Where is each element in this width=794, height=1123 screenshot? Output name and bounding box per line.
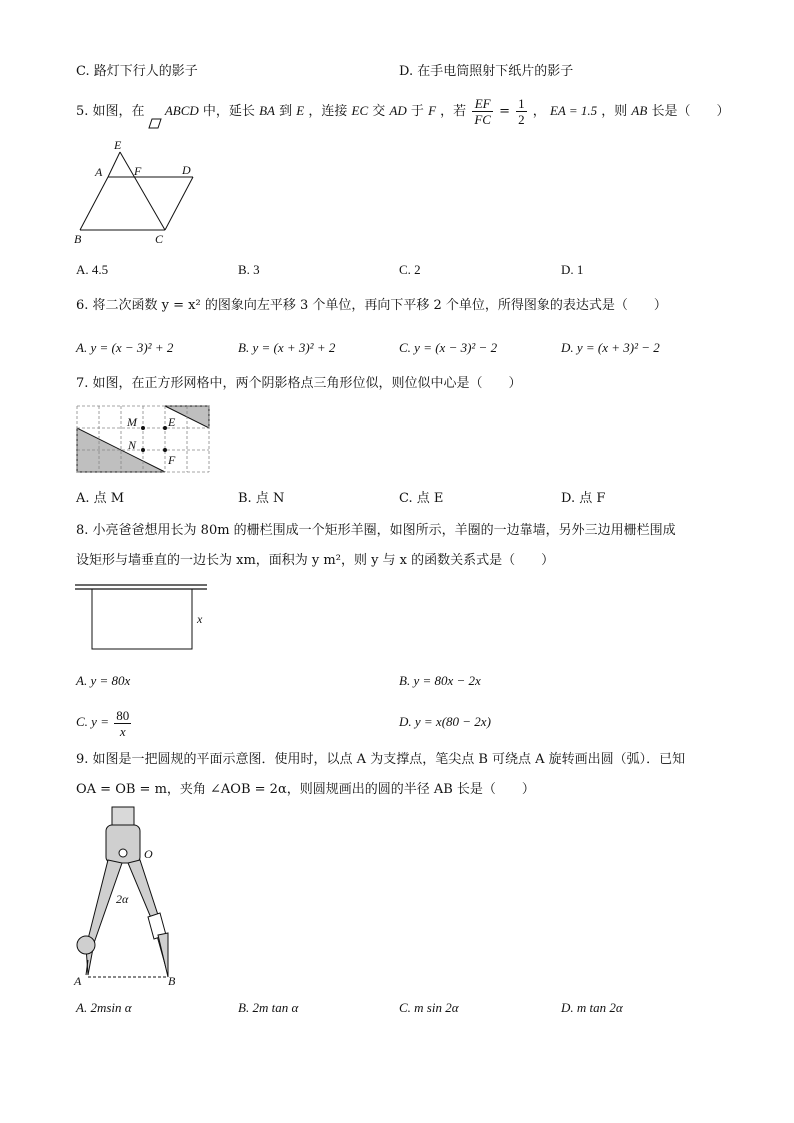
q6-option-d[interactable]: D. y = (x + 3)² − 2	[561, 340, 660, 355]
q5-stem	[76, 93, 729, 129]
q8-fraction-denominator: x	[119, 723, 126, 739]
q8-option-a[interactable]: A. y = 80x	[76, 673, 131, 688]
q4-option-c: C. 路灯下行人的影子	[76, 64, 198, 79]
q5-option-d[interactable]: D. 1	[561, 262, 584, 277]
q8-fraction-numerator: 80	[116, 707, 130, 723]
q5-stem-math: EA = 1.5	[549, 103, 598, 118]
q5-stem-text: 交	[372, 104, 386, 119]
q5-label-a: A	[95, 165, 103, 179]
parallelogram-icon	[149, 107, 161, 116]
q9-option-d[interactable]: D. m tan 2α	[561, 1000, 623, 1015]
q7-option-b[interactable]: B. 点 N	[238, 491, 285, 506]
q9-option-b[interactable]: B. 2m tan α	[238, 1000, 299, 1015]
q5-equals: =	[499, 104, 510, 119]
q6-option-b[interactable]: B. y = (x + 3)² + 2	[238, 340, 336, 355]
q8-wall-pen-figure	[75, 583, 215, 653]
q5-option-a[interactable]: A. 4.5	[76, 262, 109, 277]
q5-label-f: F	[134, 164, 142, 178]
q8-stem-line2: 设矩形与墙垂直的一边长为 xm，面积为 y m²，则 y 与 x 的函数关系式是（ ）	[76, 553, 555, 568]
q8-stem-line1: 8. 小亮爸爸想用长为 80m 的栅栏围成一个矩形羊圈，如图所示，羊圈的一边靠墙，另外三边用栅栏围成	[76, 523, 676, 538]
q5-fraction-numerator: EF	[472, 96, 493, 112]
q4-option-d: D. 在手电筒照射下纸片的影子	[399, 64, 574, 79]
q9-label-o: O	[144, 847, 153, 861]
q5-stem-text: 中，延长	[202, 104, 255, 119]
q8-option-c-prefix: C. y =	[76, 714, 109, 729]
q5-stem-text: ，连接	[308, 104, 348, 119]
q5-stem-math: EC	[351, 103, 369, 118]
q5-stem-text: ，若	[440, 104, 467, 119]
q5-stem-text: ，	[532, 104, 546, 119]
q5-label-e: E	[114, 138, 122, 152]
q9-label-a: A	[74, 974, 82, 988]
q9-hinge-pivot	[119, 849, 127, 857]
q9-option-a[interactable]: A. 2msin α	[76, 1000, 132, 1015]
q5-stem-math: E	[296, 103, 305, 118]
q5-fraction-numerator: 1	[518, 96, 525, 111]
q5-option-c[interactable]: C. 2	[399, 262, 421, 277]
q7-option-a[interactable]: A. 点 M	[76, 491, 125, 506]
q7-point-f	[163, 448, 167, 452]
q5-stem-text: 到	[279, 104, 293, 119]
q5-fraction-denominator: FC	[474, 112, 491, 127]
q5-stem-text: 5. 如图，在	[76, 104, 145, 119]
q9-label-angle: 2α	[116, 892, 129, 906]
q5-label-d: D	[182, 163, 191, 177]
q9-option-c[interactable]: C. m sin 2α	[399, 1000, 459, 1015]
q7-label-n: N	[128, 438, 137, 452]
q8-fraction	[114, 708, 131, 739]
q7-option-d[interactable]: D. 点 F	[561, 491, 606, 506]
q8-label-x: x	[197, 612, 203, 626]
q5-stem-math: AB	[631, 103, 648, 118]
q7-point-n	[141, 448, 145, 452]
q7-point-m	[141, 426, 145, 430]
q5-label-c: C	[155, 232, 164, 246]
q7-grid-figure	[77, 406, 212, 476]
q7-option-c[interactable]: C. 点 E	[399, 491, 444, 506]
q7-label-f: F	[168, 453, 176, 467]
q6-option-a[interactable]: A. y = (x − 3)² + 2	[76, 340, 174, 355]
q7-point-e	[163, 426, 167, 430]
q7-label-e: E	[168, 415, 176, 429]
q5-label-b: B	[74, 232, 82, 246]
q5-stem-text: 于	[410, 104, 424, 119]
q9-label-b: B	[168, 974, 176, 988]
q9-compass-figure	[72, 805, 192, 990]
q8-option-d[interactable]: D. y = x(80 − 2x)	[399, 714, 491, 729]
q5-stem-text: 长是（ ）	[651, 104, 730, 119]
q5-fraction-denominator: 2	[518, 112, 525, 127]
q5-stem-math: BA	[259, 103, 275, 118]
q5-fraction-one-half	[516, 96, 527, 127]
q5-stem-math: ABCD	[164, 103, 199, 118]
q6-stem: 6. 将二次函数 y = x² 的图象向左平移 3 个单位，再向下平移 2 个单位，所得图象的表达式是（ ）	[76, 298, 667, 313]
q9-stem-line2: OA = OB = m，夹角 ∠AOB = 2α，则圆规画出的圆的半径 AB 长是（ ）	[76, 782, 535, 797]
q5-option-b[interactable]: B. 3	[238, 262, 260, 277]
q5-stem-text: ，则	[601, 104, 628, 119]
q8-option-c[interactable]	[76, 702, 133, 742]
q9-stem-line1: 9. 如图是一把圆规的平面示意图．使用时，以点 A 为支撑点，笔尖点 B 可绕点 A 旋转画出圆（弧）．已知	[76, 752, 686, 767]
q5-parallelogram-figure	[70, 135, 200, 245]
q5-stem-math: AD	[389, 103, 407, 118]
q7-label-m: M	[127, 415, 137, 429]
q5-fraction-ef-fc	[472, 96, 493, 127]
q6-option-c[interactable]: C. y = (x − 3)² − 2	[399, 340, 498, 355]
q5-stem-math: F	[428, 103, 437, 118]
q7-stem: 7. 如图，在正方形网格中，两个阴影格点三角形位似，则位似中心是（ ）	[76, 376, 522, 391]
q9-left-knob	[77, 936, 95, 954]
q8-option-b[interactable]: B. y = 80x − 2x	[399, 673, 481, 688]
